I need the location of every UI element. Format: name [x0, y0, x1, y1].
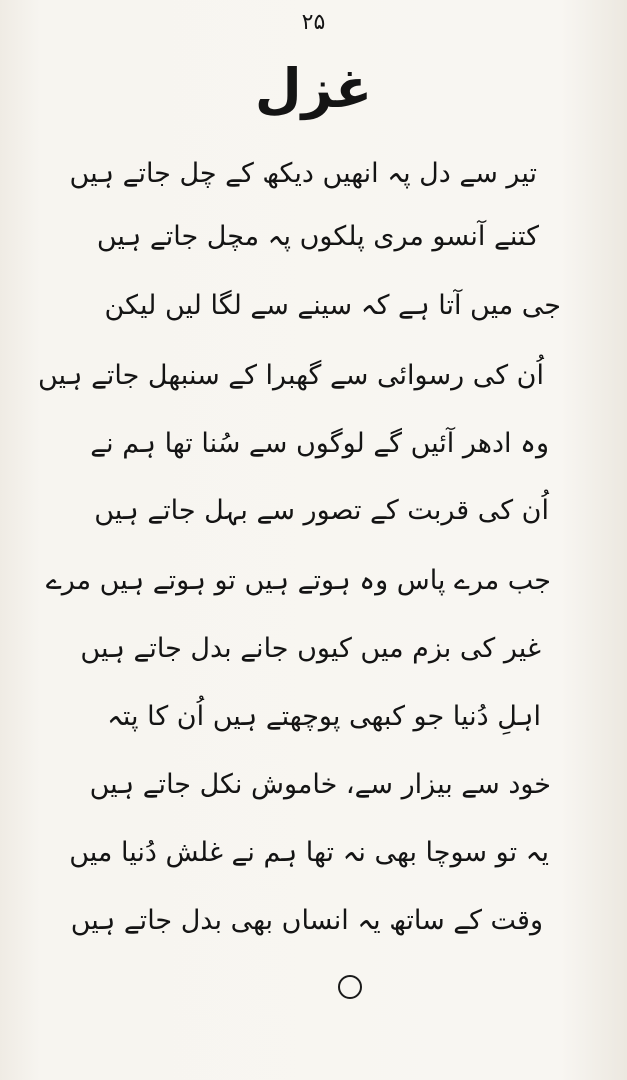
verse-line-12: وقت کے ساتھ یہ انساں بھی بدل جاتے ہیں	[70, 905, 543, 936]
verse-line-4: اُن کی رسوائی سے گھبرا کے سنبھل جاتے ہیں	[37, 360, 544, 391]
verse-line-10: خود سے بیزار سے، خاموش نکل جاتے ہیں	[89, 769, 551, 800]
verse-line-2: کتنے آنسو مری پلکوں پہ مچل جاتے ہیں	[96, 221, 539, 252]
verse-line-8: غیر کی بزم میں کیوں جانے بدل جاتے ہیں	[80, 633, 541, 664]
verse-line-6: اُن کی قربت کے تصور سے بہل جاتے ہیں	[94, 495, 549, 526]
verse-line-7: جب مرے پاس وہ ہوتے ہیں تو ہوتے ہیں مرے	[45, 565, 551, 596]
end-circle-mark	[338, 975, 362, 999]
verse-line-3: جی میں آتا ہے کہ سینے سے لگا لیں لیکن	[104, 290, 561, 321]
verse-line-5: وہ ادھر آئیں گے لوگوں سے سُنا تھا ہم نے	[90, 428, 549, 459]
verse-line-11: یہ تو سوچا بھی نہ تھا ہم نے غلش دُنیا میں	[69, 837, 549, 868]
page-number: ۲۵	[301, 10, 326, 35]
verse-line-1: تیر سے دل پہ انھیں دیکھ کے چل جاتے ہیں	[69, 158, 537, 189]
ghazal-title: غزل	[254, 57, 373, 120]
verse-line-9: اہلِ دُنیا جو کبھی پوچھتے ہیں اُن کا پتہ	[107, 701, 541, 732]
